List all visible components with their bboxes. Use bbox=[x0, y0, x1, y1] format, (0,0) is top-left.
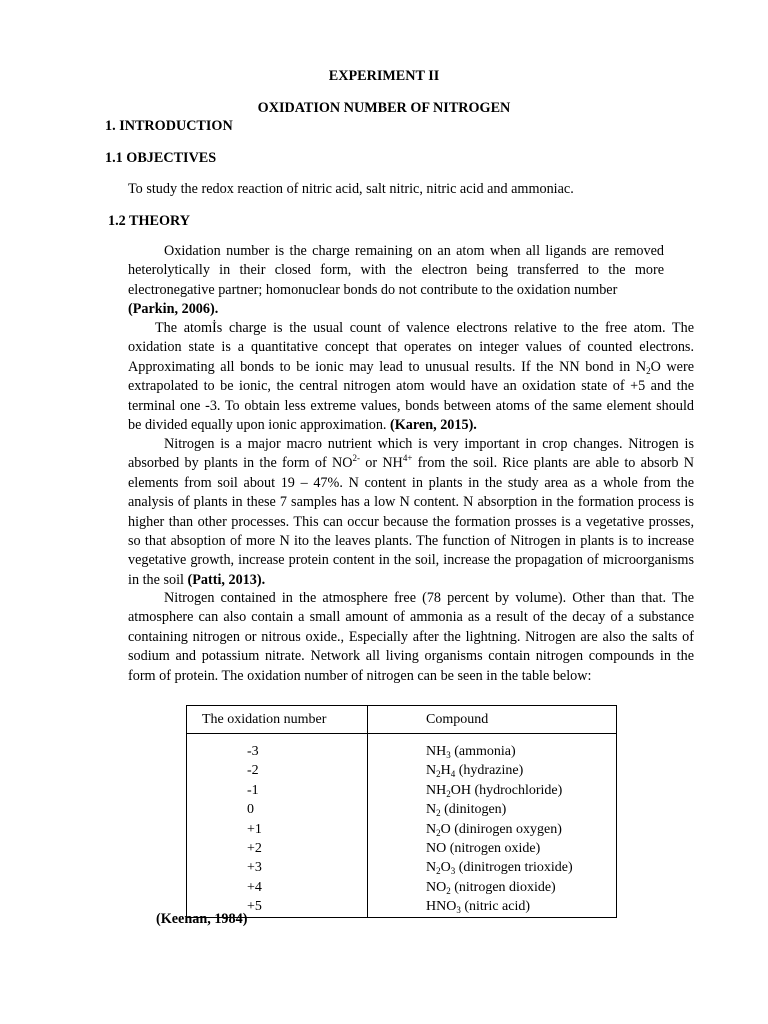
subscript: 2 bbox=[446, 788, 451, 799]
compound-text: (ammonia) bbox=[450, 744, 516, 759]
section-heading-theory: 1.2 THEORY bbox=[108, 213, 191, 229]
compound-text: N bbox=[426, 763, 437, 779]
compound-text: OH (hydrochloride) bbox=[450, 782, 563, 798]
oxidation-number-cell: +4 bbox=[187, 878, 368, 897]
subscript: 2 bbox=[436, 827, 441, 838]
compound-text: N bbox=[426, 821, 437, 837]
paragraph-text: The atomİs charge is the usual count of valence electrons relative to the free atom. The oxidation state is a quantitative concept that operates on integer values of counted electrons. Approximating all bonds to be ionic may lead to unusual results. If the NN bond in N bbox=[128, 320, 694, 375]
oxidation-number-table bbox=[186, 705, 617, 918]
theory-paragraph-2 bbox=[128, 319, 694, 435]
citation-keenan: (Keenan, 1984) bbox=[156, 911, 248, 927]
compound-cell bbox=[368, 761, 617, 780]
table-header-row bbox=[187, 706, 617, 734]
oxidation-number-cell: -3 bbox=[187, 734, 368, 762]
subscript: 3 bbox=[446, 750, 451, 760]
compound-text: N bbox=[426, 802, 437, 818]
section-heading-objectives: 1.1 OBJECTIVES bbox=[105, 150, 217, 166]
superscript: 2- bbox=[352, 453, 360, 464]
subscript: 2 bbox=[436, 769, 441, 780]
compound-text: (dinitrogen trioxide) bbox=[455, 860, 573, 876]
subscript: 2 bbox=[646, 365, 651, 376]
compound-text: H bbox=[440, 763, 451, 779]
compound-cell bbox=[368, 839, 617, 858]
subscript: 3 bbox=[456, 905, 461, 916]
section-heading-introduction: 1. INTRODUCTION bbox=[105, 118, 233, 134]
theory-paragraph-1 bbox=[128, 242, 664, 320]
citation-karen: (Karen, 2015). bbox=[390, 417, 477, 434]
subscript: 2 bbox=[436, 808, 441, 819]
oxidation-number-cell: +5 bbox=[187, 897, 368, 917]
oxidation-number-cell: -2 bbox=[187, 761, 368, 780]
table-row bbox=[187, 820, 617, 839]
compound-cell bbox=[368, 820, 617, 839]
compound-text: (nitrogen dioxide) bbox=[450, 879, 556, 895]
compound-text: O bbox=[440, 860, 451, 876]
experiment-title: EXPERIMENT II bbox=[328, 68, 440, 84]
table-body bbox=[187, 734, 617, 918]
oxidation-number-cell: +3 bbox=[187, 858, 368, 877]
compound-text: HNO bbox=[426, 899, 457, 915]
compound-text: (hydrazine) bbox=[455, 763, 524, 779]
compound-text: NH bbox=[426, 782, 447, 798]
subscript: 4 bbox=[450, 769, 456, 780]
compound-text: (nitric acid) bbox=[460, 899, 531, 915]
compound-cell bbox=[368, 800, 617, 819]
paragraph-text: Nitrogen contained in the atmosphere free (78 percent by volume). Other than that. The atmosphere can also contain a small amount of ammonia as a result of the decay of a substance containing nitrogen or nitrous oxide., Especially after the lightning. Nitrogen are also the salts of sodium and potassium nitrate. Network all living organisms contain nitrogen compounds in the form of protein. The oxidation number of nitrogen can be seen in the table below: bbox=[128, 590, 694, 684]
page-title: OXIDATION NUMBER OF NITROGEN bbox=[257, 100, 511, 116]
compound-cell bbox=[368, 858, 617, 877]
paragraph-text: from the soil. Rice plants are able to absorb N elements from soil about 19 – 47%. N content in plants in the study area as a whole from the analysis of plants in these 7 samples has a low N content. N absorption in the formation process is higher than other processes. This can occur because the formation prosses is a vegetative prosses, so that absoption of more N ito the leaves plants. The function of Nitrogen in plants is to increase vegetative growth, increase protein content in the soil, increase the propagation of microorganisms in the soil bbox=[128, 455, 694, 588]
compound-text: NO (nitrogen oxide) bbox=[426, 841, 541, 857]
compound-text: NO bbox=[426, 879, 447, 895]
objectives-text: To study the redox reaction of nitric acid, salt nitric, nitric acid and ammoniac. bbox=[128, 181, 574, 197]
compound-cell bbox=[368, 734, 617, 762]
paragraph-text: Nitrogen is a major macro nutrient which is very important in crop changes. Nitrogen is absorbed by plants in the form of NO bbox=[128, 436, 694, 472]
subscript: 2 bbox=[436, 866, 441, 877]
table-row bbox=[187, 858, 617, 877]
paragraph-text: O were extrapolated to be ionic, the central nitrogen atom would have an oxidation state of +5 and the terminal one -3. To obtain less extreme values, bonds between atoms of the same element should be divided equally upon ionic approximation. bbox=[128, 358, 694, 434]
superscript: 4+ bbox=[402, 453, 413, 464]
compound-text: (dinitogen) bbox=[440, 802, 507, 818]
oxidation-number-cell: -1 bbox=[187, 781, 368, 800]
compound-text: N bbox=[426, 860, 437, 876]
subscript: 2 bbox=[446, 885, 451, 896]
oxidation-number-cell: 0 bbox=[187, 800, 368, 819]
table-row bbox=[187, 781, 617, 800]
theory-paragraph-4 bbox=[128, 589, 694, 686]
table-row bbox=[187, 839, 617, 858]
table-row bbox=[187, 800, 617, 819]
paragraph-text: or NH bbox=[359, 455, 403, 472]
compound-cell bbox=[368, 878, 617, 897]
oxidation-number-cell: +2 bbox=[187, 839, 368, 858]
table-row bbox=[187, 734, 617, 762]
column-header-oxidation-number: The oxidation number bbox=[187, 706, 368, 734]
table-row bbox=[187, 878, 617, 897]
theory-paragraph-3 bbox=[128, 435, 694, 590]
compound-text: NH bbox=[426, 744, 447, 759]
column-header-compound: Compound bbox=[368, 706, 617, 734]
compound-cell bbox=[368, 781, 617, 800]
citation-patti: (Patti, 2013). bbox=[187, 571, 266, 588]
compound-cell bbox=[368, 897, 617, 917]
oxidation-number-cell: +1 bbox=[187, 820, 368, 839]
table-row bbox=[187, 761, 617, 780]
paragraph-text: Oxidation number is the charge remaining on an atom when all ligands are removed heterolytically in their closed form, with the electron being transferred to the more electronegative partner; homonuclear bonds do not contribute to the oxidation number bbox=[128, 243, 664, 298]
table-row bbox=[187, 897, 617, 917]
citation-parkin: (Parkin, 2006). bbox=[128, 301, 219, 318]
subscript: 3 bbox=[450, 866, 456, 877]
compound-text: O (dinirogen oxygen) bbox=[440, 821, 562, 837]
